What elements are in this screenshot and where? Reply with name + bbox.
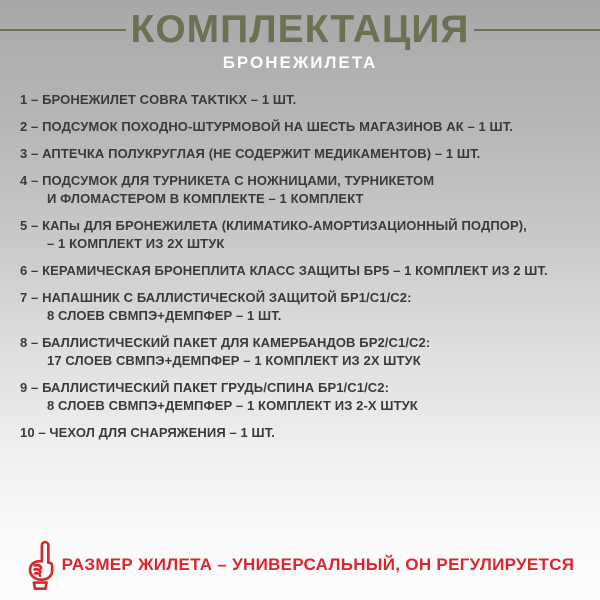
list-item: 2 – ПОДСУМОК ПОХОДНО-ШТУРМОВОЙ НА ШЕСТЬ МАГАЗИНОВ АК – 1 ШТ. <box>20 119 514 134</box>
list-item: 7 – НАПАШНИК С БАЛЛИСТИЧЕСКОЙ ЗАЩИТОЙ БР1/С1/С2: 8 СЛОЕВ СВМПЭ+ДЕМПФЕР – 1 ШТ. <box>20 290 412 323</box>
kit-list <box>0 91 600 442</box>
list-item: 4 – ПОДСУМОК ДЛЯ ТУРНИКЕТА С НОЖНИЦАМИ, ТУРНИКЕТОМ И ФЛОМАСТЕРОМ В КОМПЛЕКТЕ – 1 КОМПЛЕКТ <box>20 173 435 206</box>
list-item: 1 – БРОНЕЖИЛЕТ COBRA TAKTIKX – 1 ШТ. <box>20 92 297 107</box>
title-rule-left <box>0 29 126 31</box>
list-item: 8 – БАЛЛИСТИЧЕСКИЙ ПАКЕТ ДЛЯ КАМЕРБАНДОВ БР2/С1/С2: 17 СЛОЕВ СВМПЭ+ДЕМПФЕР – 1 КОМПЛЕКТ ИЗ 2Х ШТУК <box>20 335 431 368</box>
list-item: 9 – БАЛЛИСТИЧЕСКИЙ ПАКЕТ ГРУДЬ/СПИНА БР1/С1/С2: 8 СЛОЕВ СВМПЭ+ДЕМПФЕР – 1 КОМПЛЕКТ ИЗ 2-Х ШТУК <box>20 380 418 413</box>
title-row <box>0 7 600 53</box>
list-item: 5 – КАПы ДЛЯ БРОНЕЖИЛЕТА (КЛИМАТИКО-АМОРТИЗАЦИОННЫЙ ПОДПОР), – 1 КОМПЛЕКТ ИЗ 2Х ШТУК <box>20 218 527 251</box>
size-note: РАЗМЕР ЖИЛЕТА – УНИВЕРСАЛЬНЫЙ, ОН РЕГУЛИРУЕТСЯ <box>61 555 575 574</box>
list-item: 10 – ЧЕХОЛ ДЛЯ СНАРЯЖЕНИЯ – 1 ШТ. <box>20 425 276 440</box>
header <box>0 0 600 73</box>
footer-note-row <box>22 534 578 596</box>
pointing-hand-icon <box>22 538 58 592</box>
page-title: КОМПЛЕКТАЦИЯ <box>130 8 470 51</box>
list-item: 6 – КЕРАМИЧЕСКАЯ БРОНЕПЛИТА КЛАСС ЗАЩИТЫ БР5 – 1 КОМПЛЕКТ ИЗ 2 ШТ. <box>20 263 548 278</box>
page-subtitle: БРОНЕЖИЛЕТА <box>222 53 378 72</box>
list-item: 3 – АПТЕЧКА ПОЛУКРУГЛАЯ (НЕ СОДЕРЖИТ МЕДИКАМЕНТОВ) – 1 ШТ. <box>20 146 481 161</box>
title-rule-right <box>474 29 600 31</box>
